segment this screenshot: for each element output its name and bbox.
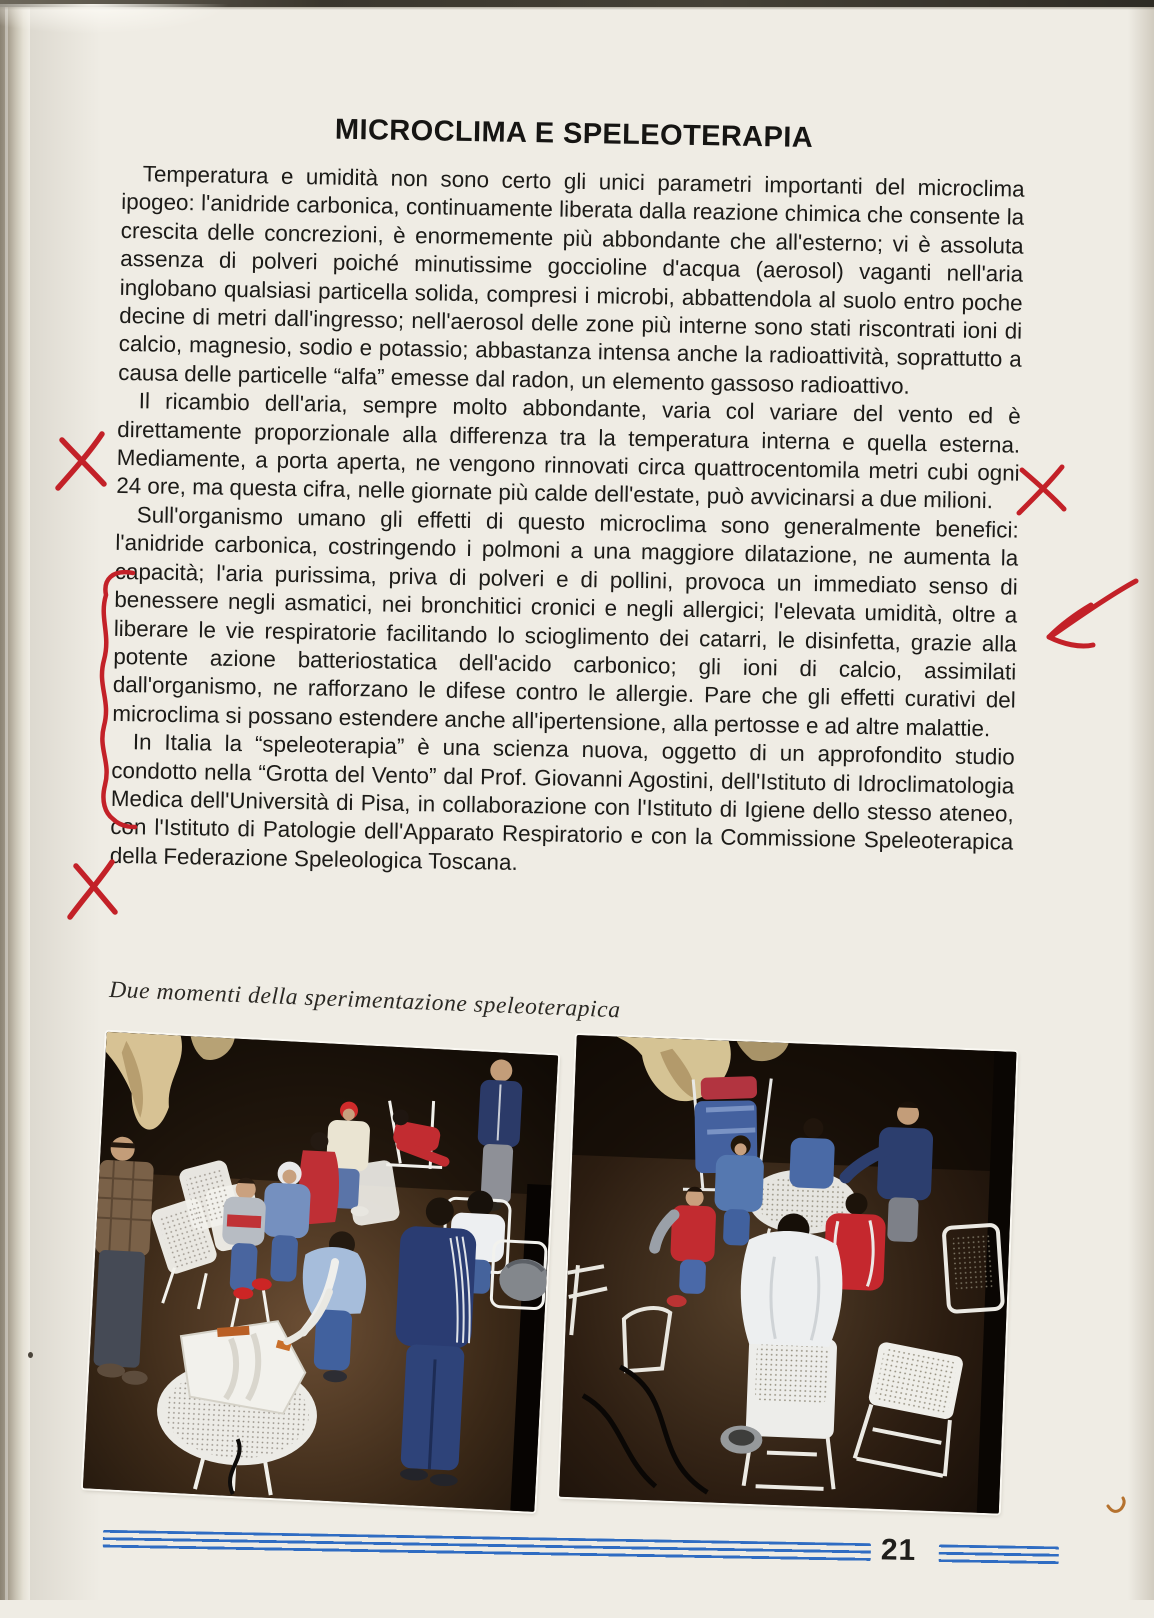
photo-caption: Due momenti della sperimentazione speleoterapica <box>108 976 622 1024</box>
photo-right-scene <box>559 1035 1016 1514</box>
photo-left <box>83 1032 558 1512</box>
footer-rule-left <box>103 1530 871 1561</box>
ink-speck <box>28 1352 33 1358</box>
paragraph-1: Temperatura e umidità non sono certo gli unici parametri importanti del microclima ipogeo: l'anidride carbonica, continuamente liberata dalla reazione chimica che consente la crescita delle concrezioni, è enormemente più abbondante che all'esterno; vi è assoluta assenza di polveri poiché minutissime goccioline d'acqua (aerosol) vaganti nell'aria inglobano qualsiasi particella solida, compresi i microbi, abbattendola al suolo entro poche decine di metri dall'ingresso; nell'aerosol delle zone più interne sono stati riscontrati ioni di calcio, magnesio, sodio e potassio; abbastanza intensa anche la radioattività, soprattutto a causa delle particelle “alfa” emesse dal radon, un elemento gassoso radioattivo. <box>118 161 1025 399</box>
photo-row <box>98 1032 1056 1529</box>
photo-right <box>559 1035 1016 1514</box>
body-text <box>110 160 1025 886</box>
paragraph-3: Sull'organismo umano gli effetti di questo microclima sono generalmente benefici: l'anidride carbonica, costringendo i polmoni a una maggiore dilatazione, ne aumenta la capacità; l'aria purissima, priva di polveri e di pollini, provoca un immediato senso di benessere negli asmatici, nei bronchitici cronici e negli allergici; l'elevata umidità, oltre a liberare le vie respiratorie facilitando lo scioglimento dei catarri, le disinfetta, grazie alla potente azione batteriostatica dell'acido carbonico; gli ioni di calcio, assimilati dall'organismo, ne rafforzano le difese contro le allergie. Pare che gli effetti curativi del microclima si possano estendere anche all'ipertensione, alla pertosse e ad altre malattie. <box>112 502 1019 741</box>
page-title: MICROCLIMA E SPELEOTERAPIA <box>334 113 814 155</box>
footer-rule-right <box>939 1544 1059 1564</box>
paragraph-4: In Italia la “speleoterapia” è una scienza nuova, oggetto di un approfondito studio condotto nella “Grotta del Vento” dal Prof. Giovanni Agostini, dell'Istituto di Idroclimatologia Medica dell'Università di Pisa, in collaborazione con l'Istituto di Igiene dello stesso ateneo, con l'Istituto di Patologie dell'Apparato Respiratorio e con la Commissione Speleoterapica della Federazione Speleologica Toscana. <box>109 729 1015 875</box>
photo-left-scene <box>83 1032 558 1512</box>
paragraph-2: Il ricambio dell'aria, sempre molto abbondante, varia col variare del vento ed è direttamente proporzionale alla differenza tra la temperatura interna e quella esterna. Mediamente, a porta aperta, ne vengono rinnovati circa quattrocentomila metri cubi ogni 24 ore, ma questa cifra, nelle giornate più calde dell'estate, può avvicinarsi a due milioni. <box>116 388 1021 514</box>
page-number: 21 <box>880 1533 917 1568</box>
